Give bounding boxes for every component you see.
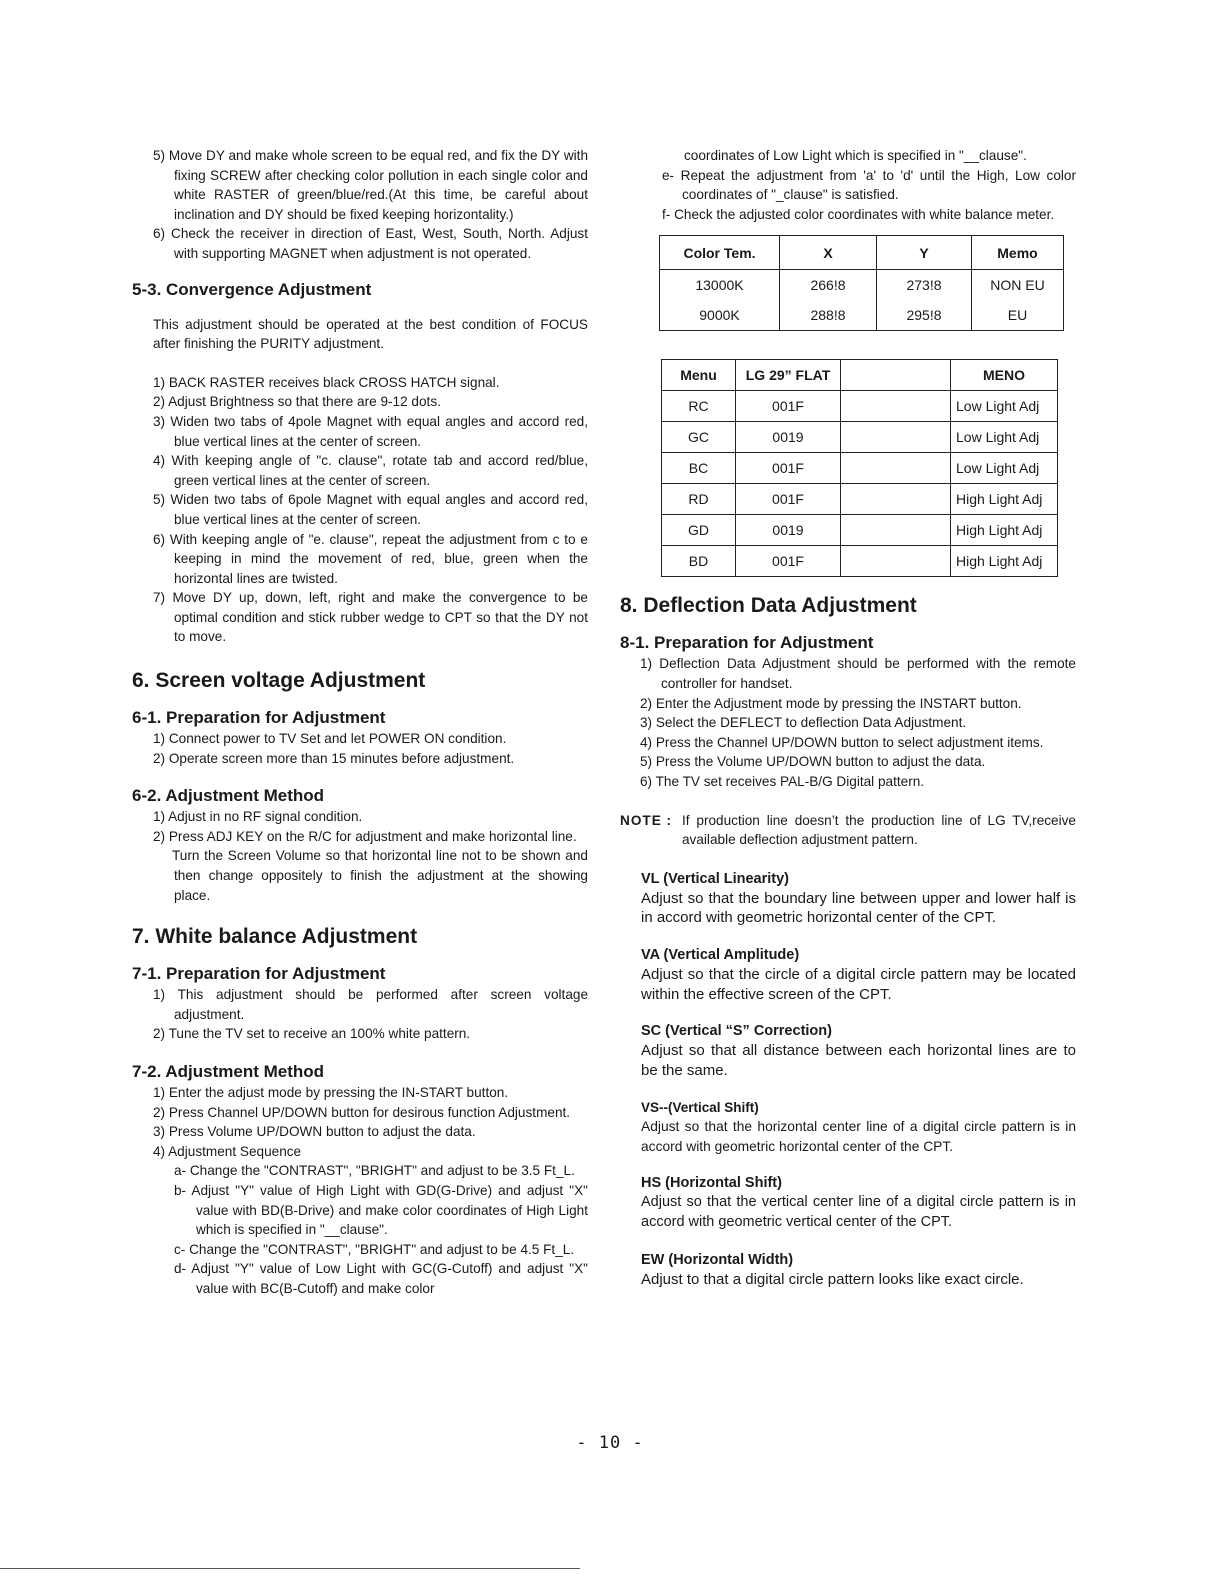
table-cell: RC — [662, 391, 736, 422]
convergence-intro: This adjustment should be operated at the best condition of FOCUS after finishing the PURITY adjustment. — [153, 316, 588, 352]
table-cell — [841, 391, 951, 422]
sv-method-extra: Turn the Screen Volume so that horizontal line not to be shown and then change oppositely to finish the adjustment at the showing place. — [172, 848, 588, 903]
note-text: If production line doesn’t the production line of LG TV,receive available deflection adjustment pattern. — [682, 812, 1076, 848]
table-cell: 266!8 — [780, 270, 877, 301]
table-header: Y — [877, 236, 972, 270]
convergence-step: 6) With keeping angle of "e. clause", repeat the adjustment from c to e keeping in mind the movement of red, blue, green when the horizontal lines are twisted. — [153, 531, 588, 586]
table-row — [662, 422, 1058, 453]
table-row — [662, 453, 1058, 484]
convergence-heading: 5-3. Convergence Adjustment — [132, 279, 372, 299]
param-text: Adjust so that the circle of a digital circle pattern may be located within the effective screen of the CPT. — [641, 965, 1076, 1003]
table-row — [662, 484, 1058, 515]
menu-table — [661, 359, 1058, 577]
wb-sequence-step: d- Adjust "Y" value of Low Light with GC(G-Cutoff) and adjust "X" value with BC(B-Cutoff) and make color — [174, 1261, 588, 1296]
note — [620, 811, 1076, 850]
param-title: SC (Vertical “S” Correction) — [641, 1023, 832, 1040]
page-number: - 10 - — [576, 1433, 644, 1453]
table-cell: 001F — [736, 546, 841, 577]
param-title: VA (Vertical Amplitude) — [641, 946, 800, 963]
table-header — [841, 360, 951, 391]
wb-method-heading: 7-2. Adjustment Method — [132, 1062, 325, 1081]
deflection-step: 4) Press the Channel UP/DOWN button to select adjustment items. — [640, 734, 1044, 750]
wb-prep-heading: 7-1. Preparation for Adjustment — [132, 964, 386, 984]
table-header: Memo — [972, 236, 1064, 270]
table-cell: 0019 — [736, 422, 841, 453]
table-cell — [841, 546, 951, 577]
white-balance-heading: 7. White balance Adjustment — [132, 925, 418, 949]
param-title: VS--(Vertical Shift) — [641, 1100, 759, 1116]
deflection-step: 6) The TV set receives PAL-B/G Digital pattern. — [640, 773, 925, 789]
table-cell: 273!8 — [877, 270, 972, 301]
deflection-step: 5) Press the Volume UP/DOWN button to adjust the data. — [640, 754, 986, 770]
param-text: Adjust so that the boundary line between upper and lower half is in accord with geometric horizontal center of the CPT. — [641, 889, 1076, 927]
table-cell: Low Light Adj — [951, 453, 1058, 484]
sv-prep-heading: 6-1. Preparation for Adjustment — [132, 708, 386, 728]
wb-method-step: 1) Enter the adjust mode by pressing the IN-START button. — [153, 1085, 509, 1100]
convergence-step: 3) Widen two tabs of 4pole Magnet with equal angles and accord red, blue vertical lines at the center of screen. — [153, 413, 588, 449]
table-row — [662, 391, 1058, 422]
color-temperature-table — [659, 235, 1064, 331]
table-cell: 9000K — [660, 300, 780, 331]
wb-prep-step: 1) This adjustment should be performed after screen voltage adjustment. — [153, 987, 588, 1022]
table-cell: 13000K — [660, 270, 780, 301]
wb-sequence-step: a- Change the "CONTRAST", "BRIGHT" and adjust to be 3.5 Ft_L. — [174, 1163, 575, 1179]
table-cell: 0019 — [736, 515, 841, 546]
param-text: Adjust to that a digital circle pattern looks like exact circle. — [641, 1270, 1024, 1288]
wb-sequence-step: c- Change the "CONTRAST", "BRIGHT" and adjust to be 4.5 Ft_L. — [174, 1241, 575, 1257]
param-title: EW (Horizontal Width) — [641, 1251, 794, 1268]
purity-step-6: 6) Check the receiver in direction of East, West, South, North. Adjust with supporting MAGNET when adjustment is not operated. — [153, 226, 588, 261]
sv-method-step: 2) Press ADJ KEY on the R/C for adjustment and make horizontal line. — [153, 828, 577, 844]
table-cell: Low Light Adj — [951, 391, 1058, 422]
sv-method-step: 1) Adjust in no RF signal condition. — [153, 809, 363, 825]
wb-method-step: 3) Press Volume UP/DOWN button to adjust the data. — [153, 1124, 476, 1140]
table-cell: 288!8 — [780, 300, 877, 331]
deflection-step: 1) Deflection Data Adjustment should be performed with the remote controller for handset. — [640, 656, 1076, 691]
param-text: Adjust so that the horizontal center line of a digital circle pattern is in accord with geometric horizontal center of the CPT. — [641, 1119, 1076, 1154]
table-header: Menu — [662, 360, 736, 391]
table-cell — [841, 453, 951, 484]
table-header: Color Tem. — [660, 236, 780, 270]
sv-prep-step: 2) Operate screen more than 15 minutes before adjustment. — [153, 750, 515, 766]
wb-method-step: 4) Adjustment Sequence — [153, 1143, 302, 1159]
wb-sequence-step: b- Adjust "Y" value of High Light with GD(G-Drive) and adjust "X" value with BD(B-Drive) and make color coordinates of High Light which is specified in "__clause". — [174, 1182, 588, 1238]
wb-sequence-continued: coordinates of Low Light which is specified in "__clause". — [684, 148, 1027, 163]
table-cell: 001F — [736, 391, 841, 422]
table-cell: 001F — [736, 453, 841, 484]
table-cell: GC — [662, 422, 736, 453]
table-cell: RD — [662, 484, 736, 515]
deflection-step: 3) Select the DEFLECT to deflection Data Adjustment. — [640, 715, 967, 731]
table-row — [660, 300, 1064, 331]
wb-sequence-step: e- Repeat the adjustment from 'a' to 'd' until the High, Low color coordinates of "_clause" is satisfied. — [662, 167, 1076, 203]
convergence-step: 5) Widen two tabs of 6pole Magnet with equal angles and accord red, blue vertical lines at the center of screen. — [153, 492, 588, 527]
param-title: HS (Horizontal Shift) — [641, 1175, 782, 1192]
param-text: Adjust so that all distance between each horizontal lines are to be the same. — [641, 1042, 1076, 1079]
deflection-heading: 8. Deflection Data Adjustment — [620, 594, 917, 618]
bottom-rule — [0, 1568, 580, 1569]
left-column — [132, 146, 588, 1299]
table-cell: Low Light Adj — [951, 422, 1058, 453]
wb-method-step: 2) Press Channel UP/DOWN button for desirous function Adjustment. — [153, 1104, 571, 1120]
convergence-step: 7) Move DY up, down, left, right and make the convergence to be optimal condition and stick rubber wedge to CPT so that the DY not to move. — [153, 590, 588, 645]
table-header: LG 29” FLAT — [736, 360, 841, 391]
screen-voltage-heading: 6. Screen voltage Adjustment — [132, 669, 426, 693]
table-header: X — [780, 236, 877, 270]
table-row — [660, 270, 1064, 301]
table-cell: EU — [972, 300, 1064, 331]
table-cell: High Light Adj — [951, 546, 1058, 577]
sv-method-heading: 6-2. Adjustment Method — [132, 786, 325, 806]
table-cell: NON EU — [972, 270, 1064, 301]
table-cell: High Light Adj — [951, 484, 1058, 515]
right-column — [620, 146, 1076, 1289]
purity-step-5: 5) Move DY and make whole screen to be equal red, and fix the DY with fixing SCREW after checking color pollution in each single color and white RASTER of green/blue/red.(At this time, be careful about inclination and DY should be fixed keeping horizontality.) — [153, 148, 588, 222]
table-cell: 295!8 — [877, 300, 972, 331]
wb-prep-step: 2) Tune the TV set to receive an 100% white pattern. — [153, 1026, 471, 1042]
table-cell: BC — [662, 453, 736, 484]
convergence-step: 1) BACK RASTER receives black CROSS HATCH signal. — [153, 374, 500, 390]
note-label: NOTE : — [620, 812, 673, 828]
table-row — [662, 546, 1058, 577]
table-cell: GD — [662, 515, 736, 546]
wb-sequence-step: f- Check the adjusted color coordinates with white balance meter. — [662, 206, 1055, 222]
deflection-prep-heading: 8-1. Preparation for Adjustment — [620, 633, 874, 653]
table-cell — [841, 515, 951, 546]
table-header: MENO — [951, 360, 1058, 391]
table-cell — [841, 484, 951, 515]
sv-prep-step: 1) Connect power to TV Set and let POWER ON condition. — [153, 731, 507, 747]
table-cell: High Light Adj — [951, 515, 1058, 546]
param-title: VL (Vertical Linearity) — [641, 870, 790, 887]
convergence-step: 2) Adjust Brightness so that there are 9-12 dots. — [153, 394, 441, 410]
convergence-step: 4) With keeping angle of "c. clause", rotate tab and accord red/blue, green vertical lines at the center of screen. — [153, 453, 588, 488]
table-row — [662, 515, 1058, 546]
param-text: Adjust so that the vertical center line of a digital circle pattern is in accord with geometric vertical center of the CPT. — [641, 1194, 1076, 1231]
deflection-step: 2) Enter the Adjustment mode by pressing the INSTART button. — [640, 695, 1022, 711]
table-cell: 001F — [736, 484, 841, 515]
table-cell: BD — [662, 546, 736, 577]
table-cell — [841, 422, 951, 453]
